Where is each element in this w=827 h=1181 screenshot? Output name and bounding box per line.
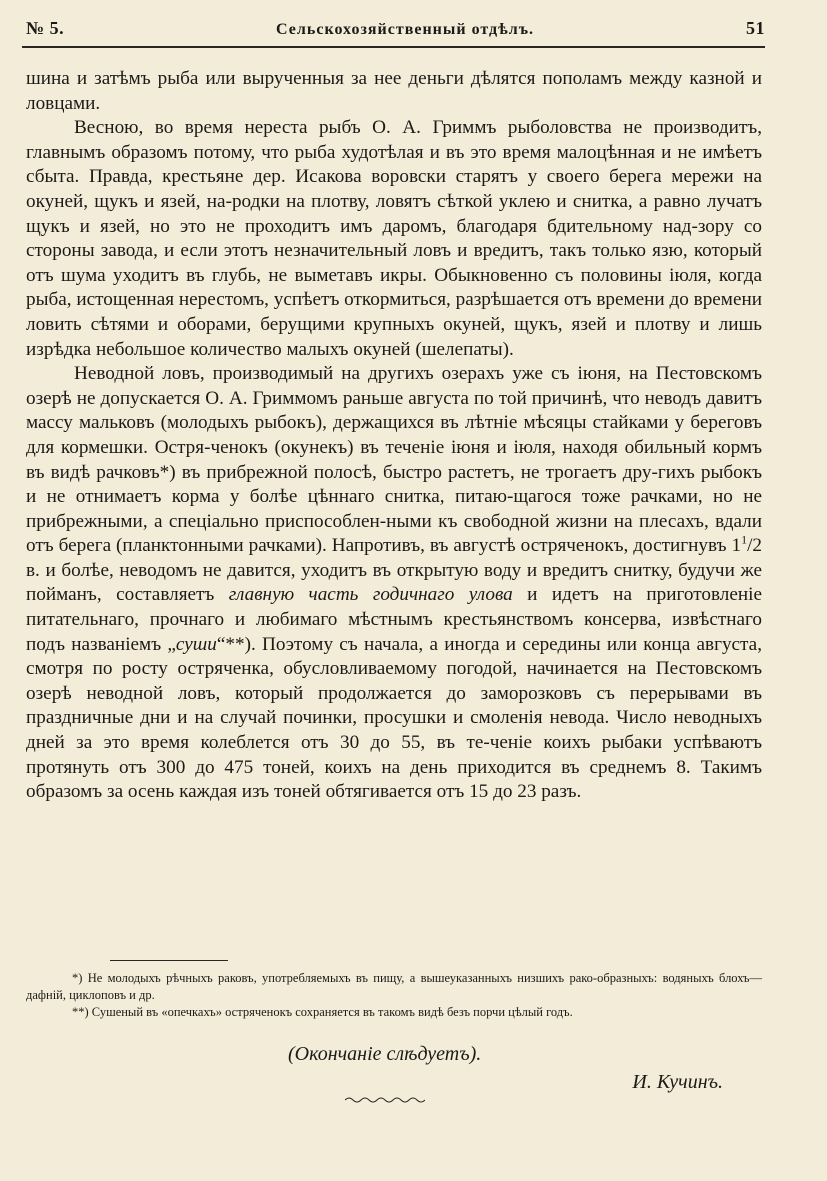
to-be-continued: (Окончаніе слѣдуетъ). — [288, 1043, 482, 1065]
emphasis-sushi: суши — [175, 633, 217, 655]
paragraph-3-part-d: “**). Поэтому съ начала, а иногда и середины или конца августа, смотря по росту остряченка, обусловливаемому погодой, начинается на Пестовскомъ озерѣ неводной ловъ, который продолжается до заморозковъ съ перерывами въ праздничные дни и на случай починки, просушки и смоленія невода. Число неводныхъ дней за это время колеблется отъ 30 до 55, въ те-ченіе коихъ рыбаки успѣваютъ протянуть отъ 300 до 475 тоней, коихъ на день приходится въ среднемъ 8. Такимъ образомъ за осень каждая изъ тоней обтягивается отъ 15 до 23 разъ. — [26, 633, 762, 803]
issue-number: № 5. — [26, 18, 65, 38]
fraction-numerator: 1 — [741, 532, 748, 547]
footnote-2-part-b: » остряченокъ сохраняется въ такомъ видѣ безъ порчи цѣлый годъ. — [215, 1005, 573, 1019]
header-rule — [22, 46, 765, 48]
paragraph-1: шина и затѣмъ рыба или вырученныя за нее деньги дѣлятся пополамъ между казной и ловцами. — [26, 68, 762, 114]
paragraph-3-part-b: /2 в. и болѣе, неводомъ не давится, уходитъ въ открытую воду и вредитъ снитку, будучи же пойманъ, составляетъ — [26, 535, 762, 606]
footnote-2 — [26, 1004, 762, 1021]
footnote-2-emphasis: опечкахъ — [167, 1005, 216, 1019]
body-text — [26, 67, 762, 805]
author-signature: И. Кучинъ. — [632, 1071, 723, 1093]
section-title: Сельскохозяйственный отдѣлъ. — [276, 21, 535, 38]
running-header — [26, 18, 765, 48]
decorative-wave-ornament — [345, 1095, 425, 1105]
footnote-rule — [110, 960, 228, 961]
footnote-2-part-a: **) Сушеный въ « — [72, 1005, 168, 1019]
paragraph-3-part-c: и идетъ на приготовленіе питательнаго, прочнаго и любимаго мѣстнымъ крестьянствомъ консерва, извѣстнаго подъ названіемъ „ — [26, 584, 763, 655]
paragraph-3 — [26, 362, 762, 805]
footnote-1: *) Не молодыхъ рѣчныхъ раковъ, употребляемыхъ въ пищу, а вышеуказанныхъ низшихъ рако-образныхъ: водяныхъ блохъ—дафній, циклоповъ и др. — [26, 971, 762, 1002]
footnotes — [26, 970, 762, 1021]
page-number: 51 — [745, 18, 765, 38]
emphasis-main-catch: главную часть годичнаго улова — [228, 584, 513, 606]
paragraph-3-part-a: Неводной ловъ, производимый на другихъ озерахъ уже съ іюня, на Пестовскомъ озерѣ не допускается О. А. Гриммомъ раньше августа по той причинѣ, что неводъ давитъ массу мальковъ (молодыхъ рыбокъ), держащихся въ лѣтніе мѣсяцы стайками у береговъ для кормешки. Остря-ченокъ (окунекъ) въ теченіе іюня и іюля, находя обильный кормъ въ видѣ рачковъ*) въ прибрежной полосѣ, быстро растетъ, не трогаетъ дру-гихъ рыбокъ и не отнимаетъ корма у болѣе цѣннаго снитка, питаю-щагося тоже рачками, но не прибрежными, а спеціально приспособлен-ными къ свободной жизни на плесахъ, вдали отъ берега (планктонными рачками). Напротивъ, въ августѣ остряченокъ, достигнувъ 1 — [26, 363, 762, 557]
paragraph-2: Весною, во время нереста рыбъ О. А. Гриммъ рыболовства не производитъ, главнымъ образомъ потому, что рыба худотѣлая и въ это время малоцѣнная и не имѣетъ сбыта. Правда, крестьяне дер. Исакова воровски старятъ у своего берега мережи на окуней, щукъ и язей, нa-родки на плотву, ловятъ сѣткой уклею и снитка, а равно лучатъ щукъ и язей, но это не проходитъ имъ даромъ, благодаря бдительному над-зору со стороны завода, и если этотъ незначительный ловъ и вредитъ, такъ только язю, который отъ шума уходитъ въ глубь, не выметавъ икры. Обыкновенно съ половины іюля, когда рыба, истощенная нерестомъ, успѣетъ откормиться, разрѣшается отъ времени до времени ловить сѣтями и оборами, берущими крупныхъ окуней, щукъ, язей и плотву и лишь изрѣдка небольшое количество малыхъ окуней (шелепаты). — [26, 117, 763, 360]
